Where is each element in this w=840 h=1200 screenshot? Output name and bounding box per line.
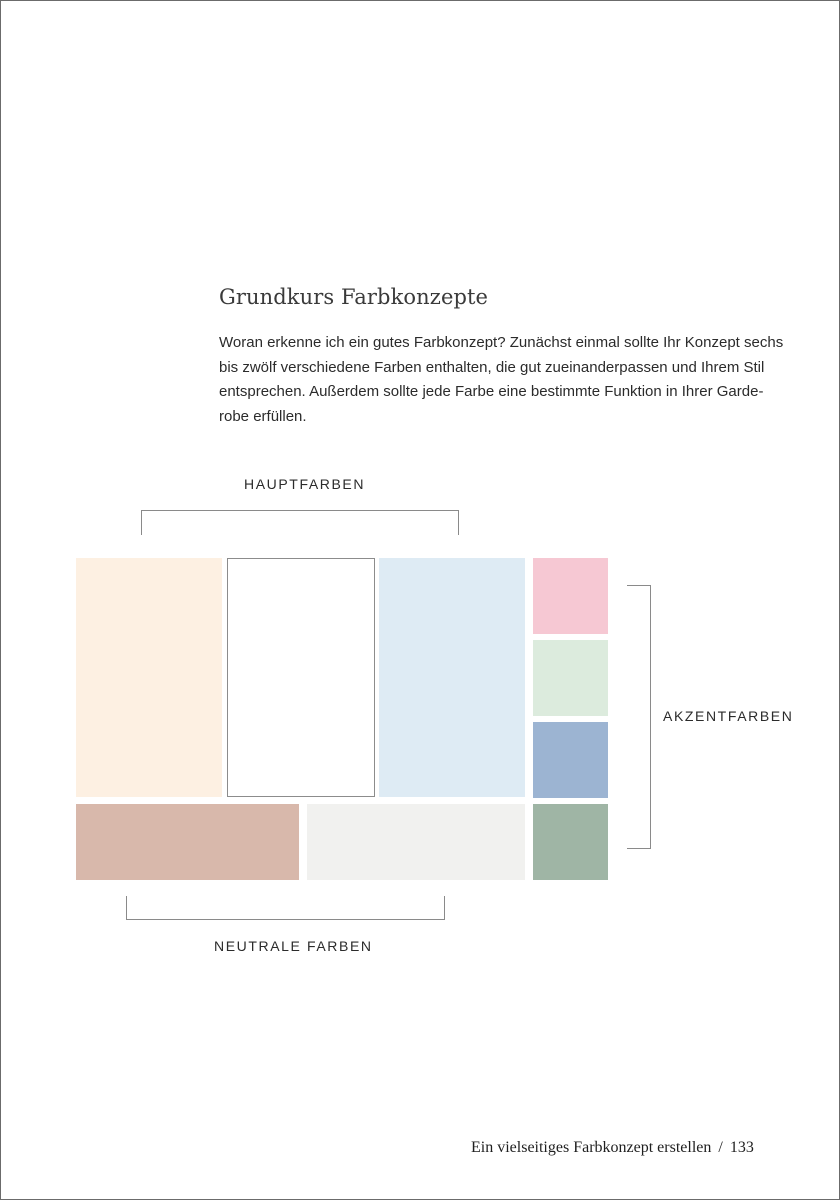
neutral-color-swatch (76, 804, 299, 880)
chapter-title: Ein vielseitiges Farbkonzept erstellen (471, 1139, 712, 1156)
accent-color-swatch (533, 558, 608, 634)
intro-line: entsprechen. Außerdem sollte jede Farbe eine bestimmte Funktion in Ihrer Garde- (219, 383, 764, 400)
accent-color-swatch (533, 804, 608, 880)
neutral-color-swatch (307, 804, 525, 880)
intro-line: robe erfüllen. (219, 407, 307, 425)
running-footer (471, 1139, 754, 1157)
main-color-swatch (379, 558, 525, 797)
intro-line: Woran erkenne ich ein gutes Farbkonzept? Zunächst einmal sollte Ihr Konzept sechs (219, 334, 784, 351)
footer-separator: / (718, 1139, 723, 1156)
main-colors-bracket (141, 510, 459, 535)
intro-paragraph (219, 331, 784, 429)
intro-line: bis zwölf verschiedene Farben enthalten, die gut zueinanderpassen und Ihrem Stil (219, 358, 765, 376)
accent-color-swatch (533, 722, 608, 798)
accent-colors-label: AKZENTFARBEN (663, 708, 794, 724)
neutral-colors-bracket (126, 896, 445, 920)
main-color-swatch (227, 558, 375, 797)
accent-colors-bracket (627, 585, 651, 849)
main-colors-label: HAUPTFARBEN (244, 476, 366, 492)
section-title: Grundkurs Farbkonzepte (219, 285, 489, 309)
main-color-swatch (76, 558, 222, 797)
page-number: 133 (729, 1139, 754, 1156)
accent-color-swatch (533, 640, 608, 716)
neutral-colors-label: NEUTRALE FARBEN (214, 938, 373, 954)
